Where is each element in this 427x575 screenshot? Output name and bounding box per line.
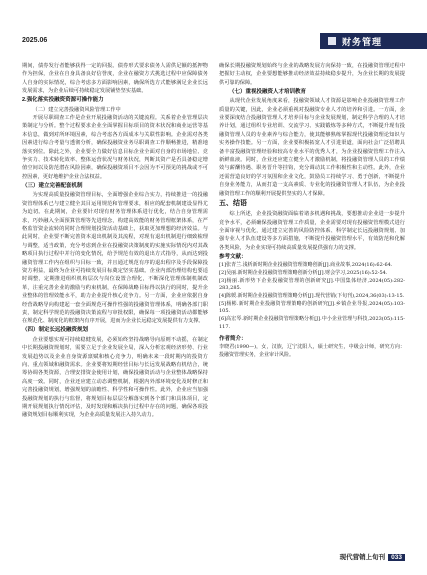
author-bio: 李晓君(1990—)，女，汉族，辽宁沈阳人，硕士研究生，中级会计师，研究方向：投融资管理实务，企业审计风险。 — [219, 344, 405, 359]
page-number: 033 — [388, 554, 405, 561]
reference-item: [3]杨丽.新形势下企业投融资管理的创新研究[J].中国集体经济,2024(05):282-283,285. — [219, 277, 405, 292]
right-body — [219, 62, 405, 252]
right-column — [219, 62, 405, 360]
reference-item: [1]张青兰.浅析新时期企业投融资管理策略创新[J].商业故事,2024(16):62-64. — [219, 262, 393, 269]
issue-date: 2025.06 — [22, 37, 48, 44]
paragraph: 企业要想实现可持续稳健发展，必须始终坚持战略导向原则不动摇，在制定中长期投融资规划时，需要立足于企业发展全局，深入分析宏观经济形势、行业发展趋势以及企业自身资源禀赋和核心竞争力，明确未来一段时期内的投资方向、重点领域和融资需求。企业要将短期经营目标与长远发展战略有机结合，统筹协调各类资源，合理安排资金使用计划，确保投融资活动与企业整体战略保持高度一致。同时，企业还应建立动态调整机制，根据内外部环境变化及时修正和完善投融资规划，增强规划的前瞻性、科学性和可操作性。此外，企业应当加强投融资规划的执行与监督，将规划目标层层分解落实到各个部门和具体项目，定期开展规划执行情况评估，及时发现和解决执行过程中存在的问题，确保各项投融资规划目标顺利实现，为企业高质量发展注入持久动力。 — [22, 336, 208, 419]
paragraph: 期间，债券发行者能够获得一定的回报。债券形式要求债务人需供足额的抵押物作为担保，企业在自身具备良好信誉度，企业在融资方式挑选过程中应保障债务人自身的实际情况，综合考虑多方面影响因素，确保所选方式能够满足企业长远发展需求，为企业后续可持续稳定发展铺垫坚实基础。 — [22, 63, 208, 95]
references-list — [219, 262, 405, 331]
references-heading: 参考文献： — [219, 254, 247, 261]
left-column — [22, 62, 208, 420]
paragraph: 开展尽职调查工作是企业开展投融资活动的关键流程。关系着企业管理层决策制定与分析。整个过程要求企业全面掌握目标项目的资本状况和商业运营等基本信息，做到对所环境因素，综合考虑各方面成本与关联性影响。企业需对各类因素进行综合考量与透彻分析，确保投融资业务尽职调查工作顺畅推进，精准地落实到位。除此之外，企业要全力做好信息目标企业全面对自身的市场地位、竞争实力、技术转化效率、整体运营状况与财务状况，判断其资产是否具备稳定增值空间以及防范潜在风险因素，确保投融资项目不会因为不可预见的挑战或不可控因素，更好地维护企业合法权益。 — [22, 115, 208, 180]
page-footer — [340, 552, 405, 561]
journal-name: 现代营销上旬刊 — [339, 554, 386, 561]
author-heading: 作者简介： — [219, 336, 247, 343]
reference-item: [4]陈媛.新时期企业投融资管理策略分析[J].现代营销(下旬刊),2024,36(03):13-15. — [219, 292, 405, 299]
reference-item: [2]吴丽.新时期企业投融资管理策略创新分析[J].财会学习,2025(16):52-54. — [219, 269, 388, 276]
subsection-heading: （七）重视投融资人才培训教育 — [229, 88, 307, 95]
section-banner — [320, 33, 427, 49]
square-icon — [328, 37, 336, 45]
paragraph: （二）建立完善投融资风险管理工作中 — [32, 106, 121, 113]
paragraph: 从现代企业发展角度来看，投融资领域人才资源是影响企业投融资管理工作质量的关键，因此，企业必须重视对投融资专业人才的培养和引进。一方面，企业要深度结合投融资管理人才培养目标与企业发展规划，制定科学合理的人才培养计划，通过组织专业培训、交流学习、实践锻炼等多种方式，不断提升现有投融资管理人员的专业素养与综合能力，使其能够熟练掌握现代投融资理论知识与实务操作技能。另一方面，企业要积极拓宽人才引进渠道，面向社会广泛招聘具备丰富投融资管理经验和较高专业水平的优秀人才，为企业投融资管理工作注入新鲜血液。同时，企业还应建立健全人才激励机制，将投融资管理人员的工作绩效与薪酬待遇、职务晋升等挂钩，充分调动其工作积极性和主动性。此外，企业还需营造良好的学习氛围和企业文化，鼓励员工持续学习、勇于创新，不断提升自身业务能力，从而打造一支高素质、专业化的投融资管理人才队伍，为企业投融资管理工作的顺利开展提供坚实的人才保障。 — [219, 98, 405, 197]
reference-item: [5]杨彬.新时期企业投融资管理策略的创新研究[J].乡镇企业导报,2024(05):103-105. — [219, 300, 405, 315]
subsection-heading: （四）制定长远投融资规划 — [22, 327, 89, 334]
paragraph: 确保长期投融资规划始终与企业的战略发展方向保持一致，在投融资管理过程中把握好主动权，企业要想能够推动经济效益持续稳步提升，为企业长期的发展提供可靠的保障。 — [219, 63, 405, 86]
paragraph: 综上所述，企业投资融资面临着诸多机遇和挑战，要想推动企业进一步提升竞争水平，必须确保投融资管理工作质量，企业需要对现有投融资管理模式进行全面审视与优化，通过建立完善的风险防控体系、科学制定长远投融资规划、加强专业人才队伍建设等多方面措施，不断提升投融资管理水平，有效防范和化解各类风险，为企业实现可持续高质量发展提供强有力的支撑。 — [219, 211, 405, 251]
section-heading: 五、结语 — [219, 200, 247, 208]
reference-item: [6]高宏琴.新时期企业投融资管理策略分析[J].中小企业管理与科技,2023(05):115-117. — [219, 316, 405, 330]
subsection-heading: 2.强化落实投融资资源可操作能力 — [22, 97, 104, 104]
section-title: 财务管理 — [342, 37, 383, 47]
paragraph: 为实现高质量投融资管理目标，全面增强企业综合实力，持续推进一的投融资管理体系已与建立健全其目运用规范和管理要求，相应的配套机制建设显得尤为迫切。在此期间，企业要针对现有财务管理体系进行优化，结合自身管理需求，巧妙融入全面预算管理等先进理念，构建高效能的财务管理框架体系，在严格监管资金流转的同时合理规划投资活动基础上，获取更加理想的经济效益。与此同时，企业要不断完善资本退出机制及其流程，对现有退出机制进行细致梳理与调整，适当政策，充分考虑到企业在投融资决策制度的实施实际情况内对其战略项目执行过程中并行的变化情况，给予规范有效的退出方式指导，从而达到投融资管理工作内在组织与目标一致，并且通过规范有序的退出程序及手段保障投资方利益，最终为企业可持续发展目标奠定坚实基础。企业内部治理结构也要适时调整，定期推进组织机构层次与岗位设置合理化，不断深化管理体制机制改革，注重完善企业的激励与约束机制，在保障战略目标得以执行的同时，提升企业整体的管理效能水平，助力企业提升核心竞争力。另一方面，企业应依据自身经营战略导向构建起一套全面规范可操作性强的投融资管理体系，明确各部门职责，制定科学规范的投融资决策流程与审批权限，确保每一项投融资活动都能够在规范化、制度化的框架内有序开展，进而为企业长远稳定发展提供有力支撑。 — [22, 192, 208, 325]
subsection-heading: （三）建立完善配套机制 — [22, 182, 83, 189]
